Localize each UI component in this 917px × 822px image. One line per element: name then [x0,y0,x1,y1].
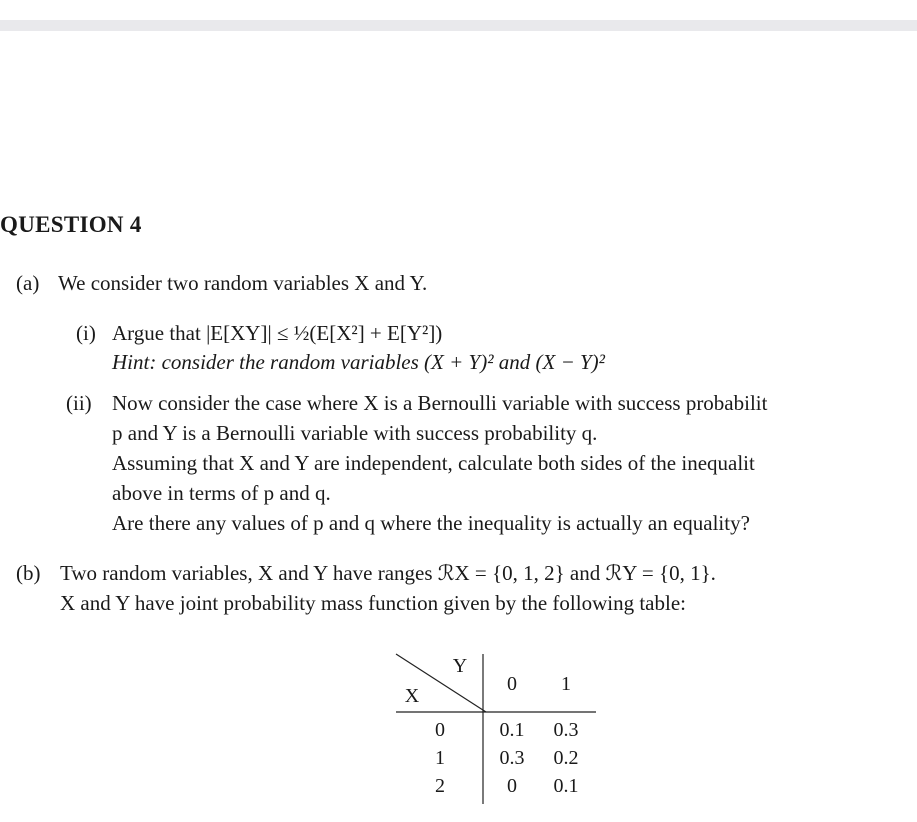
part-b-label: (b) [16,561,41,585]
part-a-ii-line3: Assuming that X and Y are independent, calculate both sides of the inequalit [112,451,755,475]
part-a-i-statement: Argue that |E[XY]| ≤ ½(E[X²] + E[Y²]) [112,321,443,345]
table-cell: 0.1 [553,775,579,797]
table-cell: 0.3 [499,747,525,769]
part-b-line1: Two random variables, X and Y have ranges ℛX = {0, 1, 2} and ℛY = {0, 1}. [60,561,716,585]
table-cell: 0.2 [553,747,579,769]
col-header: 0 [507,673,517,695]
table-cell: 0 [507,775,517,797]
col-header: 1 [561,673,571,695]
row-header: 0 [435,719,445,741]
part-a-ii-line4: above in terms of p and q. [112,481,331,505]
col-var-label: Y [452,655,468,677]
part-b-line2: X and Y have joint probability mass function given by the following table: [60,591,686,615]
part-a-ii-line2: p and Y is a Bernoulli variable with success probability q. [112,421,598,445]
part-a-text: We consider two random variables X and Y. [58,271,428,295]
part-a-i-label: (i) [76,321,96,345]
joint-pmf-table [392,650,612,810]
table-cell: 0.1 [499,719,525,741]
table-cell: 0.3 [553,719,579,741]
part-a-i-hint: Hint: consider the random variables (X + Y)² and (X − Y)² [112,350,605,374]
part-a-ii-line5: Are there any values of p and q where the inequality is actually an equality? [112,511,750,535]
row-header: 2 [435,775,445,797]
row-header: 1 [435,747,445,769]
question-heading: QUESTION 4 [0,212,142,237]
part-a-ii-line1: Now consider the case where X is a Bernoulli variable with success probabilit [112,391,768,415]
part-a-label: (a) [16,271,40,295]
row-var-label: X [404,685,420,707]
part-a-ii-label: (ii) [66,391,92,415]
